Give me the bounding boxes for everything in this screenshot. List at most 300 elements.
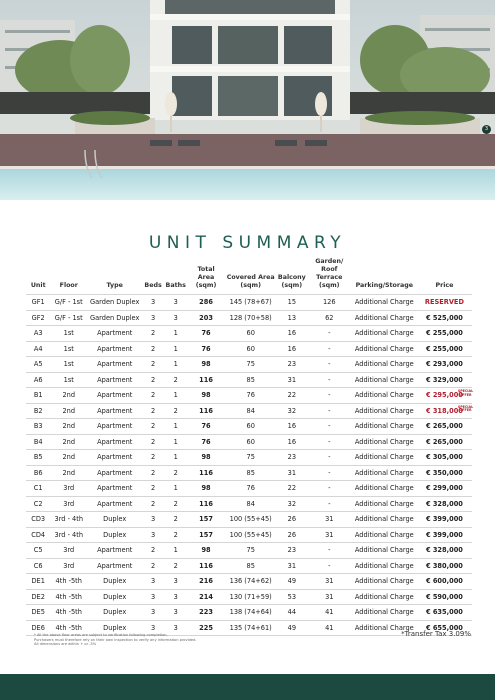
total-area-cell: 76	[188, 434, 225, 450]
unit-cell: C2	[26, 496, 50, 512]
price-cell	[417, 341, 472, 357]
footnote-line: All dimensions are within + or -5%	[34, 642, 97, 647]
special-offer-badge: SPECIAL OFFER	[457, 389, 474, 397]
price-value: € 265,000	[425, 437, 463, 446]
floor-cell: 2nd	[50, 403, 87, 419]
covered-area-cell: 85	[225, 558, 277, 574]
baths-cell: 1	[164, 419, 188, 435]
unit-cell: C5	[26, 543, 50, 559]
total-area-cell: 76	[188, 341, 225, 357]
header-covered-area: Covered Area (sqm)	[226, 274, 275, 289]
header-price: Price	[435, 282, 454, 289]
floor-cell: 4th -5th	[50, 605, 87, 621]
table-row	[26, 372, 472, 388]
floor-cell: 1st	[50, 357, 87, 373]
header-baths: Baths	[165, 282, 186, 289]
type-cell: Duplex	[87, 512, 142, 528]
table-row	[26, 481, 472, 497]
price-cell	[417, 310, 472, 326]
unit-cell: B5	[26, 450, 50, 466]
price-value: € 525,000	[425, 313, 463, 322]
garden-cell: -	[307, 357, 352, 373]
price-value: € 255,000	[425, 344, 463, 353]
header-floor: Floor	[59, 282, 78, 289]
type-cell: Garden Duplex	[87, 310, 142, 326]
beds-cell: 2	[142, 465, 164, 481]
beds-cell: 3	[142, 527, 164, 543]
garden-cell: -	[307, 481, 352, 497]
balcony-cell: 16	[277, 434, 307, 450]
parking-cell: Additional Charge	[352, 357, 417, 373]
table-row	[26, 403, 472, 419]
balcony-cell: 26	[277, 527, 307, 543]
beds-cell: 2	[142, 558, 164, 574]
balcony-cell: 23	[277, 450, 307, 466]
covered-area-cell: 135 (74+61)	[225, 620, 277, 636]
price-cell	[417, 512, 472, 528]
page-title: UNIT SUMMARY	[148, 233, 347, 254]
balcony-cell: 31	[277, 558, 307, 574]
header-beds: Beds	[144, 282, 162, 289]
floor-cell: 3rd	[50, 481, 87, 497]
floor-cell: G/F - 1st	[50, 295, 87, 311]
table-row	[26, 589, 472, 605]
covered-area-cell: 84	[225, 496, 277, 512]
table-row	[26, 326, 472, 342]
table-row	[26, 450, 472, 466]
garden-cell: -	[307, 543, 352, 559]
footer-band	[0, 674, 495, 700]
baths-cell: 3	[164, 310, 188, 326]
price-value: € 380,000	[425, 561, 463, 570]
covered-area-cell: 60	[225, 326, 277, 342]
footnote-line: * All the above floor areas are subject to verification following completion.	[34, 633, 168, 637]
covered-area-cell: 85	[225, 465, 277, 481]
parking-cell: Additional Charge	[352, 558, 417, 574]
total-area-cell: 98	[188, 450, 225, 466]
unit-cell: DE2	[26, 589, 50, 605]
covered-area-cell: 76	[225, 481, 277, 497]
price-value: € 399,000	[425, 530, 463, 539]
covered-area-cell: 136 (74+62)	[225, 574, 277, 590]
total-area-cell: 98	[188, 357, 225, 373]
garden-cell: 41	[307, 605, 352, 621]
type-cell: Apartment	[87, 341, 142, 357]
total-area-cell: 116	[188, 496, 225, 512]
unit-cell: GF1	[26, 295, 50, 311]
table-row	[26, 295, 472, 311]
floor-cell: G/F - 1st	[50, 310, 87, 326]
price-value: € 399,000	[425, 515, 463, 524]
price-cell	[417, 419, 472, 435]
baths-cell: 1	[164, 388, 188, 404]
price-value: € 305,000	[425, 453, 463, 462]
floor-cell: 3rd - 4th	[50, 527, 87, 543]
baths-cell: 3	[164, 295, 188, 311]
garden-cell: -	[307, 419, 352, 435]
table-row	[26, 434, 472, 450]
unit-cell: A4	[26, 341, 50, 357]
type-cell: Apartment	[87, 481, 142, 497]
beds-cell: 2	[142, 496, 164, 512]
parking-cell: Additional Charge	[352, 543, 417, 559]
price-value: € 295,000	[425, 391, 463, 400]
garden-cell: 31	[307, 527, 352, 543]
table-row	[26, 310, 472, 326]
covered-area-cell: 60	[225, 341, 277, 357]
balcony-cell: 31	[277, 372, 307, 388]
total-area-cell: 214	[188, 589, 225, 605]
balcony-cell: 32	[277, 496, 307, 512]
garden-cell: -	[307, 465, 352, 481]
price-cell	[417, 295, 472, 311]
garden-cell: -	[307, 326, 352, 342]
price-cell	[417, 357, 472, 373]
parking-cell: Additional Charge	[352, 512, 417, 528]
floor-cell: 3rd - 4th	[50, 512, 87, 528]
footnote-line: Purchasers must therefore rely on their own inspection to verify any information provided.	[34, 637, 197, 642]
price-value: € 328,000	[425, 499, 463, 508]
balcony-cell: 22	[277, 388, 307, 404]
balcony-cell: 16	[277, 326, 307, 342]
baths-cell: 2	[164, 403, 188, 419]
beds-cell: 3	[142, 574, 164, 590]
beds-cell: 3	[142, 589, 164, 605]
balcony-cell: 13	[277, 310, 307, 326]
header-unit: Unit	[30, 282, 46, 289]
beds-cell: 3	[142, 620, 164, 636]
type-cell: Duplex	[87, 605, 142, 621]
price-cell	[417, 589, 472, 605]
unit-cell: B6	[26, 465, 50, 481]
baths-cell: 3	[164, 620, 188, 636]
type-cell: Apartment	[87, 465, 142, 481]
floor-cell: 1st	[50, 326, 87, 342]
floor-cell: 3rd	[50, 558, 87, 574]
type-cell: Duplex	[87, 620, 142, 636]
beds-cell: 2	[142, 372, 164, 388]
parking-cell: Additional Charge	[352, 388, 417, 404]
unit-cell: DE1	[26, 574, 50, 590]
floor-cell: 2nd	[50, 388, 87, 404]
unit-cell: B1	[26, 388, 50, 404]
price-cell	[417, 496, 472, 512]
footnotes	[34, 633, 197, 647]
parking-cell: Additional Charge	[352, 434, 417, 450]
price-cell	[417, 434, 472, 450]
price-cell	[417, 465, 472, 481]
price-cell	[417, 403, 472, 419]
balcony-cell: 15	[277, 295, 307, 311]
beds-cell: 3	[142, 605, 164, 621]
beds-cell: 2	[142, 357, 164, 373]
unit-cell: C6	[26, 558, 50, 574]
baths-cell: 1	[164, 543, 188, 559]
total-area-cell: 216	[188, 574, 225, 590]
covered-area-cell: 60	[225, 434, 277, 450]
balcony-cell: 53	[277, 589, 307, 605]
price-cell	[417, 481, 472, 497]
balcony-cell: 26	[277, 512, 307, 528]
price-value: € 328,000	[425, 546, 463, 555]
total-area-cell: 225	[188, 620, 225, 636]
unit-summary-table	[26, 258, 472, 636]
parking-cell: Additional Charge	[352, 372, 417, 388]
balcony-cell: 49	[277, 574, 307, 590]
parking-cell: Additional Charge	[352, 481, 417, 497]
price-value: € 600,000	[425, 577, 463, 586]
parking-cell: Additional Charge	[352, 605, 417, 621]
type-cell: Apartment	[87, 357, 142, 373]
type-cell: Apartment	[87, 496, 142, 512]
transfer-tax-note: *Transfer Tax 3.09%	[401, 630, 471, 638]
beds-cell: 2	[142, 543, 164, 559]
type-cell: Apartment	[87, 388, 142, 404]
total-area-cell: 157	[188, 527, 225, 543]
price-cell	[417, 326, 472, 342]
total-area-cell: 76	[188, 326, 225, 342]
table-row	[26, 512, 472, 528]
baths-cell: 2	[164, 465, 188, 481]
price-value: RESERVED	[424, 298, 464, 307]
garden-cell: 41	[307, 620, 352, 636]
unit-cell: A3	[26, 326, 50, 342]
balcony-cell: 22	[277, 481, 307, 497]
price-cell	[417, 574, 472, 590]
beds-cell: 2	[142, 481, 164, 497]
unit-cell: C1	[26, 481, 50, 497]
header-parking-storage: Parking/Storage	[355, 282, 414, 289]
parking-cell: Additional Charge	[352, 403, 417, 419]
total-area-cell: 223	[188, 605, 225, 621]
beds-cell: 3	[142, 310, 164, 326]
baths-cell: 1	[164, 326, 188, 342]
baths-cell: 3	[164, 574, 188, 590]
table-row	[26, 527, 472, 543]
type-cell: Apartment	[87, 450, 142, 466]
floor-cell: 4th -5th	[50, 620, 87, 636]
table-row	[26, 341, 472, 357]
balcony-cell: 32	[277, 403, 307, 419]
type-cell: Apartment	[87, 326, 142, 342]
table-row	[26, 388, 472, 404]
baths-cell: 2	[164, 558, 188, 574]
garden-cell: -	[307, 434, 352, 450]
floor-cell: 2nd	[50, 434, 87, 450]
table-row	[26, 357, 472, 373]
garden-cell: -	[307, 558, 352, 574]
beds-cell: 2	[142, 419, 164, 435]
type-cell: Duplex	[87, 527, 142, 543]
total-area-cell: 157	[188, 512, 225, 528]
garden-cell: 62	[307, 310, 352, 326]
parking-cell: Additional Charge	[352, 527, 417, 543]
beds-cell: 2	[142, 450, 164, 466]
parking-cell: Additional Charge	[352, 326, 417, 342]
type-cell: Apartment	[87, 419, 142, 435]
special-offer-badge: SPECIAL OFFER	[457, 404, 474, 413]
parking-cell: Additional Charge	[352, 620, 417, 636]
garden-cell: -	[307, 341, 352, 357]
baths-cell: 2	[164, 496, 188, 512]
price-cell	[417, 527, 472, 543]
covered-area-cell: 128 (70+58)	[225, 310, 277, 326]
type-cell: Apartment	[87, 372, 142, 388]
table-row	[26, 558, 472, 574]
price-cell	[417, 543, 472, 559]
type-cell: Garden Duplex	[87, 295, 142, 311]
price-value: € 293,000	[425, 360, 463, 369]
floor-cell: 2nd	[50, 419, 87, 435]
table-row	[26, 496, 472, 512]
parking-cell: Additional Charge	[352, 295, 417, 311]
garden-cell: -	[307, 496, 352, 512]
page-number-badge: 3	[482, 125, 491, 134]
garden-cell: -	[307, 450, 352, 466]
unit-cell: GF2	[26, 310, 50, 326]
beds-cell: 2	[142, 388, 164, 404]
type-cell: Apartment	[87, 558, 142, 574]
type-cell: Apartment	[87, 543, 142, 559]
table-row	[26, 465, 472, 481]
price-value: € 265,000	[425, 422, 463, 431]
parking-cell: Additional Charge	[352, 574, 417, 590]
unit-cell: B4	[26, 434, 50, 450]
baths-cell: 1	[164, 450, 188, 466]
baths-cell: 1	[164, 434, 188, 450]
price-value: € 350,000	[425, 468, 463, 477]
baths-cell: 3	[164, 589, 188, 605]
header-balcony: Balcony (sqm)	[277, 274, 306, 289]
price-value: € 318,000	[425, 406, 463, 415]
price-cell	[417, 450, 472, 466]
garden-cell: 31	[307, 589, 352, 605]
total-area-cell: 98	[188, 388, 225, 404]
total-area-cell: 116	[188, 465, 225, 481]
floor-cell: 1st	[50, 341, 87, 357]
parking-cell: Additional Charge	[352, 450, 417, 466]
parking-cell: Additional Charge	[352, 589, 417, 605]
balcony-cell: 16	[277, 341, 307, 357]
floor-cell: 2nd	[50, 450, 87, 466]
covered-area-cell: 76	[225, 388, 277, 404]
type-cell: Duplex	[87, 574, 142, 590]
table-row	[26, 574, 472, 590]
table-body	[26, 295, 472, 636]
building-pool-illustration	[0, 0, 495, 200]
covered-area-cell: 145 (78+67)	[225, 295, 277, 311]
total-area-cell: 286	[188, 295, 225, 311]
unit-cell: DE6	[26, 620, 50, 636]
baths-cell: 3	[164, 605, 188, 621]
parking-cell: Additional Charge	[352, 496, 417, 512]
covered-area-cell: 130 (71+59)	[225, 589, 277, 605]
total-area-cell: 76	[188, 419, 225, 435]
total-area-cell: 116	[188, 403, 225, 419]
covered-area-cell: 75	[225, 357, 277, 373]
beds-cell: 3	[142, 295, 164, 311]
table-header-row	[26, 258, 472, 295]
price-cell	[417, 372, 472, 388]
covered-area-cell: 85	[225, 372, 277, 388]
baths-cell: 1	[164, 481, 188, 497]
price-cell	[417, 558, 472, 574]
floor-cell: 3rd	[50, 543, 87, 559]
table-row	[26, 419, 472, 435]
type-cell: Apartment	[87, 403, 142, 419]
beds-cell: 2	[142, 341, 164, 357]
price-cell	[417, 605, 472, 621]
covered-area-cell: 75	[225, 450, 277, 466]
parking-cell: Additional Charge	[352, 465, 417, 481]
beds-cell: 2	[142, 434, 164, 450]
unit-cell: B3	[26, 419, 50, 435]
floor-cell: 4th -5th	[50, 589, 87, 605]
parking-cell: Additional Charge	[352, 341, 417, 357]
balcony-cell: 16	[277, 419, 307, 435]
balcony-cell: 44	[277, 605, 307, 621]
covered-area-cell: 138 (74+64)	[225, 605, 277, 621]
baths-cell: 2	[164, 527, 188, 543]
price-value: € 329,000	[425, 375, 463, 384]
covered-area-cell: 84	[225, 403, 277, 419]
unit-cell: B2	[26, 403, 50, 419]
table-row	[26, 543, 472, 559]
covered-area-cell: 100 (55+45)	[225, 527, 277, 543]
garden-cell: 31	[307, 574, 352, 590]
total-area-cell: 98	[188, 543, 225, 559]
baths-cell: 1	[164, 341, 188, 357]
covered-area-cell: 60	[225, 419, 277, 435]
unit-cell: CD4	[26, 527, 50, 543]
garden-cell: 31	[307, 512, 352, 528]
baths-cell: 1	[164, 357, 188, 373]
baths-cell: 2	[164, 372, 188, 388]
total-area-cell: 203	[188, 310, 225, 326]
floor-cell: 3rd	[50, 496, 87, 512]
garden-cell: -	[307, 388, 352, 404]
unit-cell: A6	[26, 372, 50, 388]
price-value: € 299,000	[425, 484, 463, 493]
covered-area-cell: 75	[225, 543, 277, 559]
type-cell: Duplex	[87, 589, 142, 605]
beds-cell: 2	[142, 403, 164, 419]
price-value: € 255,000	[425, 329, 463, 338]
header-garden-roof-terrace: Garden/ Roof Terrace (sqm)	[315, 258, 344, 289]
floor-cell: 4th -5th	[50, 574, 87, 590]
beds-cell: 3	[142, 512, 164, 528]
total-area-cell: 116	[188, 372, 225, 388]
balcony-cell: 31	[277, 465, 307, 481]
unit-cell: CD3	[26, 512, 50, 528]
parking-cell: Additional Charge	[352, 419, 417, 435]
covered-area-cell: 100 (55+45)	[225, 512, 277, 528]
price-value: € 635,000	[425, 608, 463, 617]
balcony-cell: 23	[277, 543, 307, 559]
parking-cell: Additional Charge	[352, 310, 417, 326]
floor-cell: 1st	[50, 372, 87, 388]
balcony-cell: 49	[277, 620, 307, 636]
baths-cell: 2	[164, 512, 188, 528]
total-area-cell: 116	[188, 558, 225, 574]
header-type: Type	[106, 282, 123, 289]
beds-cell: 2	[142, 326, 164, 342]
header-total-area: Total Area (sqm)	[195, 266, 217, 289]
type-cell: Apartment	[87, 434, 142, 450]
price-value: € 655,000	[425, 623, 463, 632]
balcony-cell: 23	[277, 357, 307, 373]
garden-cell: -	[307, 403, 352, 419]
